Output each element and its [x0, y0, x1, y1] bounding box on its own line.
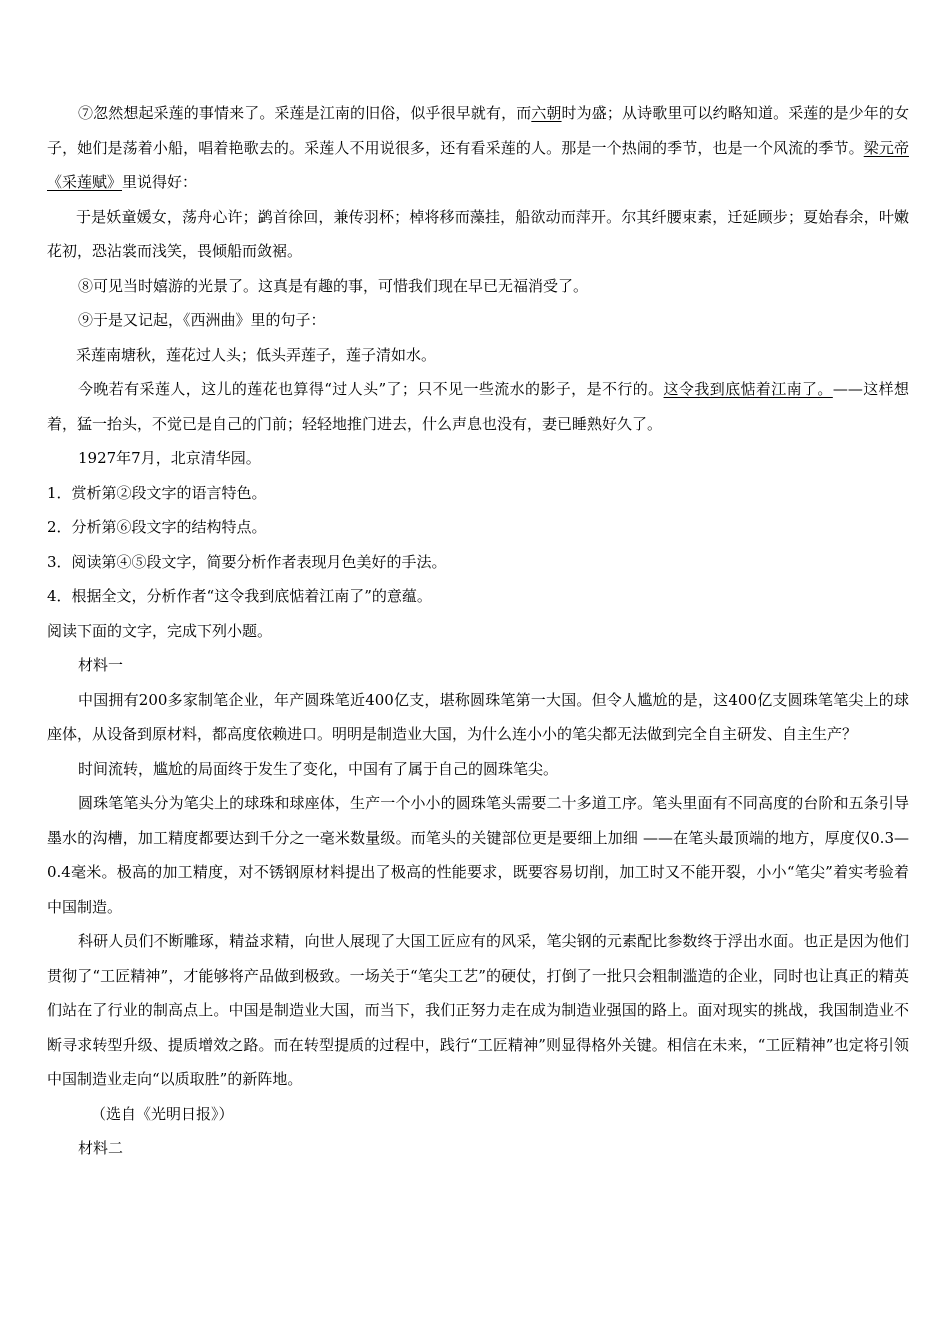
- material-1-source: （选自《光明日报》）: [91, 1104, 234, 1123]
- material-2-label: 材料二: [78, 1139, 124, 1157]
- paragraph-10-text-b: ——这样想着，猛一抬头，不觉已是自己的门前；轻轻地推门进去，什么声息也没有，妻已睡熟好久了。: [47, 380, 909, 433]
- paragraph-7-text-a: ⑦忽然想起采莲的事情来了。采莲是江南的旧俗，似乎很早就有，而: [78, 104, 532, 122]
- underlined-liang-yuandi: 梁元帝: [863, 138, 909, 157]
- paragraph-7: [47, 96, 909, 200]
- reading-instruction: 阅读下面的文字，完成下列小题。: [47, 621, 273, 640]
- document-page: [47, 96, 909, 1166]
- underlined-liuchao: 六朝: [531, 104, 562, 122]
- underlined-jiangnan-sentence: 这令我到底惦着江南了。: [663, 380, 833, 398]
- paragraph-10: [47, 372, 909, 441]
- material-1-paragraph-1: 中国拥有200多家制笔企业，年产圆珠笔近400亿支，堪称圆珠笔第一大国。但令人尴尬的是，这400亿支圆珠笔笔尖上的球座体，从设备到原材料，都高度依赖进口。明明是制造业大国，为什么连小小的笔尖都无法做到完全自主研发、自主生产？: [47, 690, 909, 743]
- paragraph-8: ⑧可见当时嬉游的光景了。这真是有趣的事，可惜我们现在早已无福消受了。: [78, 276, 589, 295]
- date-line: 1927年7月，北京清华园。: [78, 449, 261, 467]
- material-1-paragraph-4: 科研人员们不断雕琢，精益求精，向世人展现了大国工匠应有的风采，笔尖钢的元素配比参数终于浮出水面。也正是因为他们贯彻了“工匠精神”，才能够将产品做到极致。一场关于“笔尖工艺”的硬仗，打倒了一批只会粗制滥造的企业，同时也让真正的精英们站在了行业的制高点上。中国是制造业大国，而当下，我们正努力走在成为制造业强国的路上。面对现实的挑战，我国制造业不断寻求转型升级、提质增效之路。而在转型提质的过程中，践行“工匠精神”则显得格外关键。相信在未来，“工匠精神”也定将引领中国制造业走向“以质取胜”的新阵地。: [47, 932, 909, 1088]
- paragraph-10-text-a: 今晚若有采莲人，这儿的莲花也算得“过人头”了；只不见一些流水的影子，是不行的。: [78, 380, 664, 398]
- question-2: 2．分析第⑥段文字的结构特点。: [47, 518, 267, 536]
- material-1-paragraph-2: 时间流转，尴尬的局面终于发生了变化，中国有了属于自己的圆珠笔尖。: [78, 759, 559, 778]
- material-1-label: 材料一: [78, 656, 124, 674]
- paragraph-7-text-c: 里说得好：: [122, 173, 198, 191]
- material-1-paragraph-3: 圆珠笔笔头分为笔尖上的球珠和球座体，生产一个小小的圆珠笔头需要二十多道工序。笔头里面有不同高度的台阶和五条引导墨水的沟槽，加工精度都要达到千分之一毫米数量级。而笔头的关键部位更是要细上加细 ——在笔头最顶端的地方，厚度仅0.3—0.4毫米。极高的加工精度，对不锈钢原材料提出了极高的性能要求，既要容易切削，加工时又不能开裂，小小“笔尖”着实考验着中国制造。: [47, 794, 909, 916]
- cailian-fu-quote: 于是妖童媛女，荡舟心许；鹢首徐回，兼传羽杯；棹将移而藻挂，船欲动而萍开。尔其纤腰束素，迁延顾步；夏始春余，叶嫩花初，恐沾裳而浅笑，畏倾船而敛裾。: [47, 207, 909, 260]
- question-3: 3．阅读第④⑤段文字，简要分析作者表现月色美好的手法。: [47, 552, 447, 571]
- underlined-cailian-fu: 《采莲赋》: [47, 173, 123, 191]
- paragraph-7-text-b: 时为盛；从诗歌里可以约略知道。采莲的是少年的女子，她们是荡着小船，唱着艳歌去的。采莲人不用说很多，还有看采莲的人。那是一个热闹的季节，也是一个风流的季节。: [47, 104, 909, 157]
- question-4: 4．根据全文，分析作者“这令我到底惦着江南了”的意蕴。: [47, 587, 432, 605]
- xizhou-quote: 采莲南塘秋，莲花过人头；低头弄莲子，莲子清如水。: [76, 345, 437, 364]
- question-1: 1．赏析第②段文字的语言特色。: [47, 483, 267, 502]
- paragraph-9: ⑨于是又记起，《西洲曲》里的句子：: [78, 311, 326, 329]
